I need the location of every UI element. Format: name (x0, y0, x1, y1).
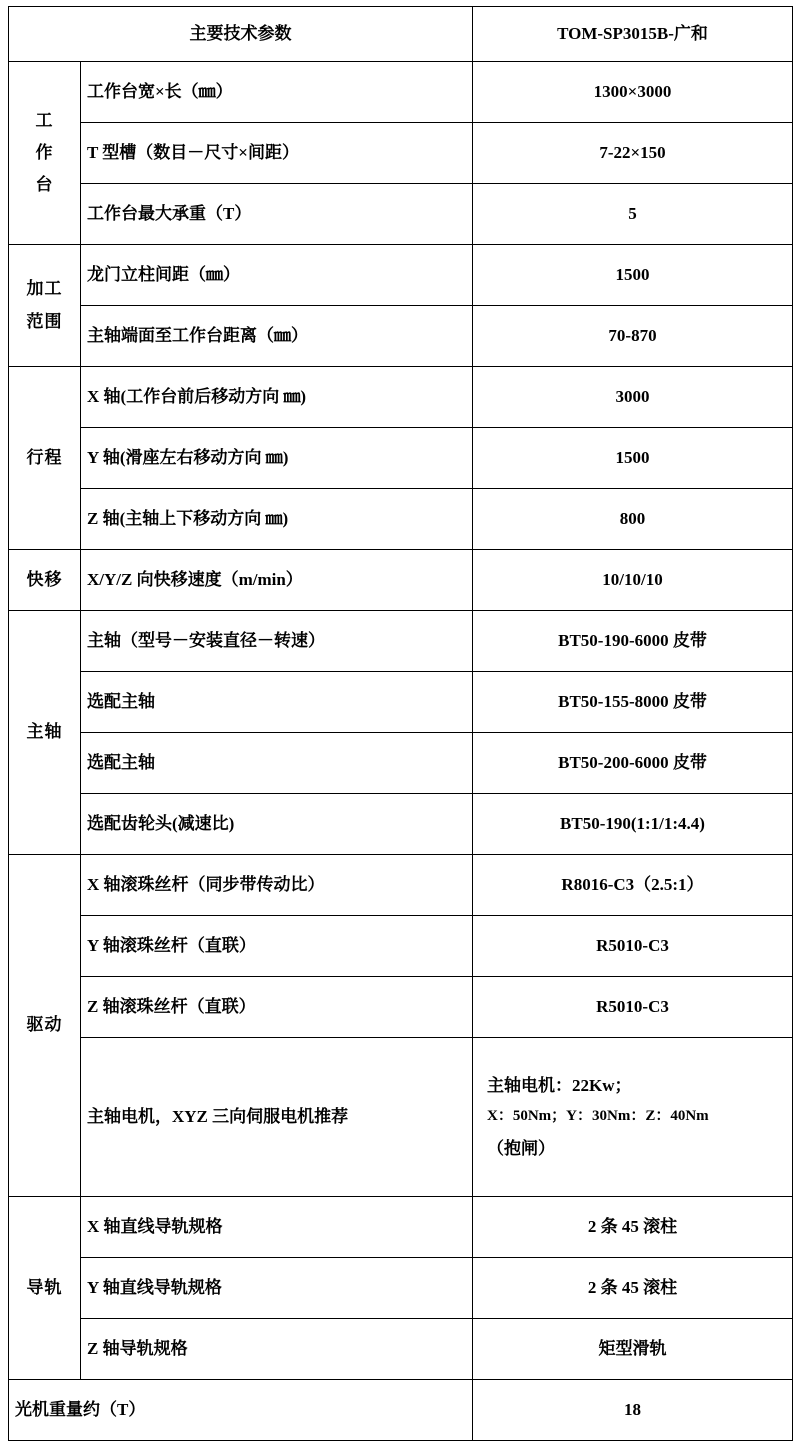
table-row (9, 1258, 793, 1319)
row-value: BT50-190-6000 皮带 (473, 611, 793, 672)
row-value: 5 (473, 184, 793, 245)
row-item-label: 工作台宽×长（㎜） (81, 62, 473, 123)
row-item-label: T 型槽（数目－尺寸×间距） (81, 123, 473, 184)
row-item-label: Y 轴滚珠丝杆（直联） (81, 916, 473, 977)
row-value-line: 主轴电机：22Kw； (487, 1076, 632, 1096)
group-char: 作 (35, 142, 54, 162)
row-item-label: 工作台最大承重（T） (81, 184, 473, 245)
row-value: BT50-200-6000 皮带 (473, 733, 793, 794)
row-item-label: 主轴端面至工作台距离（㎜） (81, 306, 473, 367)
row-value: 矩型滑轨 (473, 1319, 793, 1380)
table-row (9, 611, 793, 672)
row-value: R8016-C3（2.5:1） (473, 855, 793, 916)
table-row (9, 672, 793, 733)
group-char: 加工 (26, 279, 63, 299)
row-value: 2 条 45 滚柱 (473, 1258, 793, 1319)
group-rapid: 快移 (9, 550, 81, 611)
row-item-label: X 轴(工作台前后移动方向 ㎜) (81, 367, 473, 428)
row-value (473, 1038, 793, 1197)
row-item-label: X/Y/Z 向快移速度（m/min） (81, 550, 473, 611)
group-spindle: 主轴 (9, 611, 81, 855)
table-row (9, 184, 793, 245)
group-worktable (9, 62, 81, 245)
table-row (9, 62, 793, 123)
table-title: 主要技术参数 (9, 7, 473, 62)
row-value: 18 (473, 1380, 793, 1441)
table-row (9, 1380, 793, 1441)
specifications-table (8, 6, 793, 1441)
group-machining-range (9, 245, 81, 367)
row-item-label: X 轴滚珠丝杆（同步带传动比） (81, 855, 473, 916)
row-item-label: X 轴直线导轨规格 (81, 1197, 473, 1258)
row-item-label: 主轴电机，XYZ 三向伺服电机推荐 (81, 1038, 473, 1197)
row-item-label: 主轴（型号－安装直径－转速） (81, 611, 473, 672)
row-item-label: Z 轴滚珠丝杆（直联） (81, 977, 473, 1038)
row-value: BT50-190(1:1/1:4.4) (473, 794, 793, 855)
table-row (9, 1197, 793, 1258)
group-char: 范围 (26, 311, 63, 331)
table-row (9, 916, 793, 977)
table-row (9, 550, 793, 611)
table-row (9, 794, 793, 855)
table-row (9, 306, 793, 367)
table-row (9, 428, 793, 489)
row-item-label: 龙门立柱间距（㎜） (81, 245, 473, 306)
row-value: R5010-C3 (473, 977, 793, 1038)
table-model: TOM-SP3015B-广和 (473, 7, 793, 62)
row-item-label: 选配齿轮头(减速比) (81, 794, 473, 855)
row-item-label: 选配主轴 (81, 672, 473, 733)
table-row (9, 977, 793, 1038)
row-value: BT50-155-8000 皮带 (473, 672, 793, 733)
group-char: 工 (35, 110, 54, 130)
row-value: 800 (473, 489, 793, 550)
row-value: 1500 (473, 245, 793, 306)
row-value: 1300×3000 (473, 62, 793, 123)
row-value: 2 条 45 滚柱 (473, 1197, 793, 1258)
row-value: R5010-C3 (473, 916, 793, 977)
row-item-label: Z 轴(主轴上下移动方向 ㎜) (81, 489, 473, 550)
row-value: 3000 (473, 367, 793, 428)
table-row (9, 367, 793, 428)
group-guideway: 导轨 (9, 1197, 81, 1380)
group-travel: 行程 (9, 367, 81, 550)
group-drive: 驱动 (9, 855, 81, 1197)
row-value: 70-870 (473, 306, 793, 367)
row-item-label: Y 轴直线导轨规格 (81, 1258, 473, 1319)
row-item-label: Z 轴导轨规格 (81, 1319, 473, 1380)
table-row (9, 1319, 793, 1380)
row-item-label: 选配主轴 (81, 733, 473, 794)
table-row (9, 855, 793, 916)
row-value-line: X：50Nm；Y：30Nm：Z：40Nm (487, 1108, 709, 1125)
table-row (9, 1038, 793, 1197)
row-value: 10/10/10 (473, 550, 793, 611)
row-value: 7-22×150 (473, 123, 793, 184)
table-row (9, 245, 793, 306)
row-item-label: Y 轴(滑座左右移动方向 ㎜) (81, 428, 473, 489)
group-char: 台 (35, 175, 54, 195)
table-header-row (9, 7, 793, 62)
row-value-line: （抱闸） (487, 1138, 555, 1158)
table-row (9, 123, 793, 184)
table-row (9, 489, 793, 550)
row-value: 1500 (473, 428, 793, 489)
table-row (9, 733, 793, 794)
row-item-label: 光机重量约（T） (9, 1380, 473, 1441)
